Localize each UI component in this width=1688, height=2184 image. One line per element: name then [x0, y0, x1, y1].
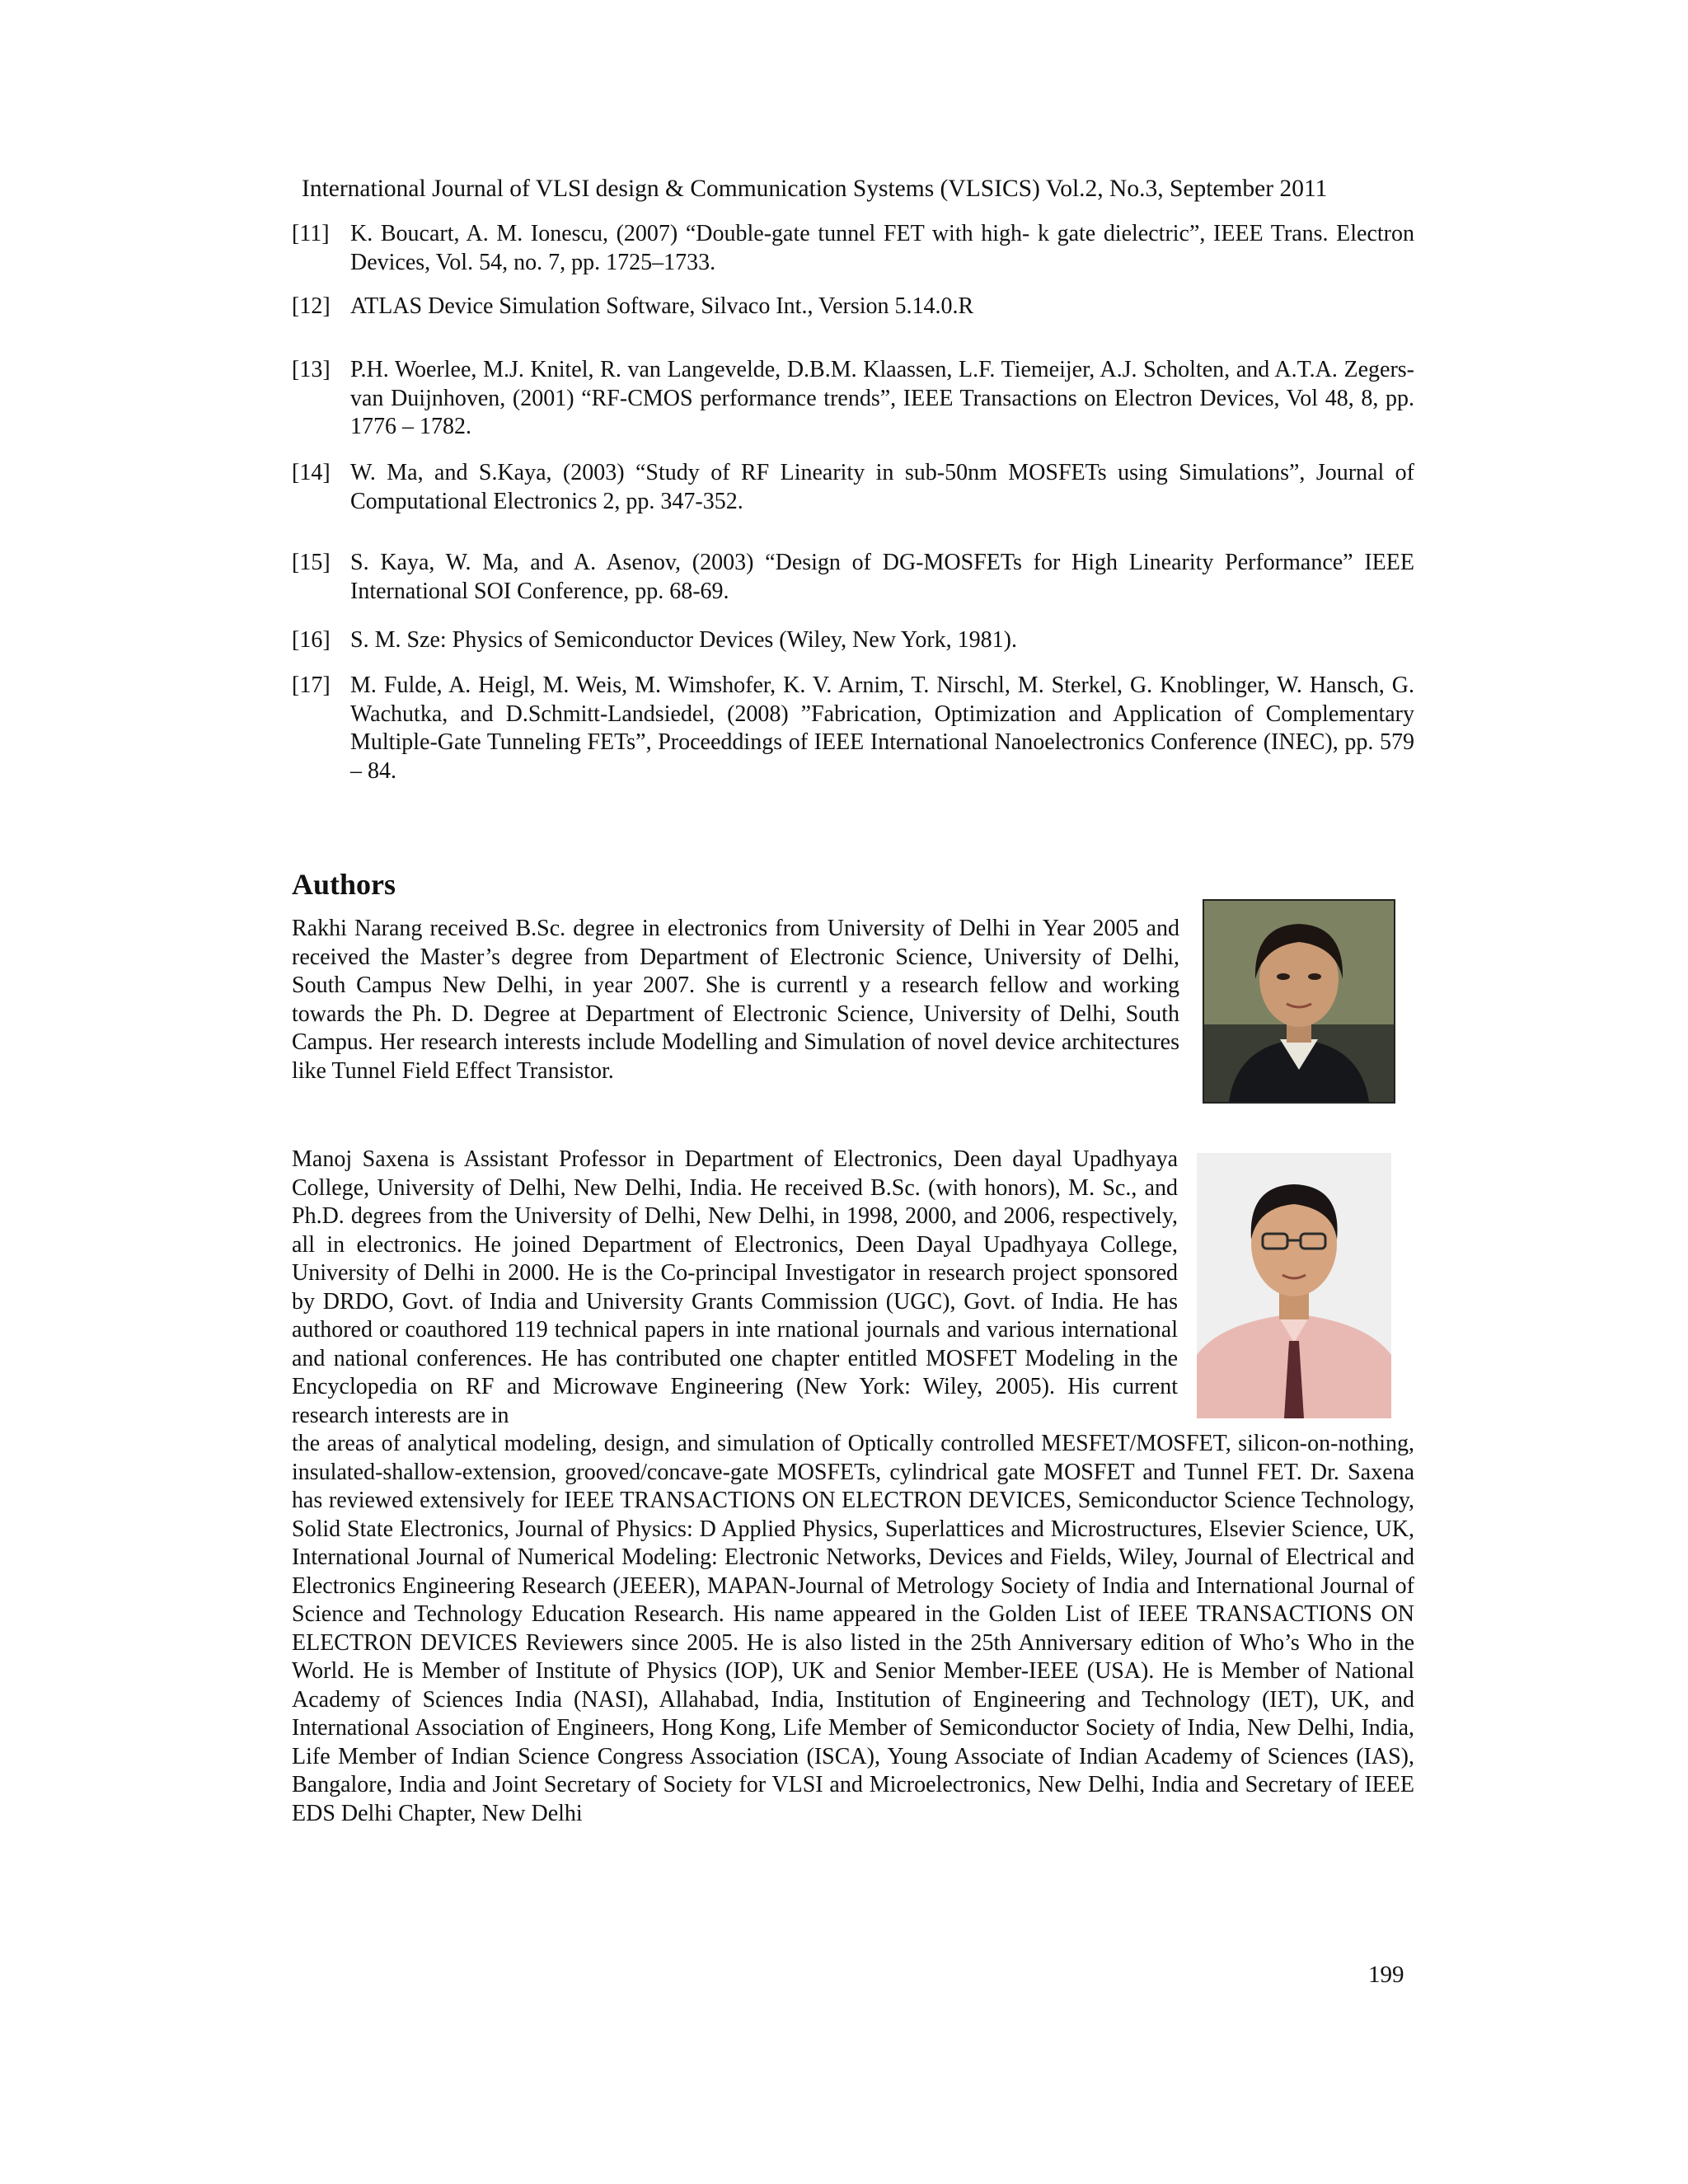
reference-text: S. M. Sze: Physics of Semiconductor Devices (Wiley, New York, 1981).: [350, 627, 1017, 653]
reference-item: [292, 626, 1414, 655]
reference-number: [17]: [292, 673, 331, 698]
reference-text: M. Fulde, A. Heigl, M. Weis, M. Wimshofer, K. V. Arnim, T. Nirschl, M. Sterkel, G. Knoblinger, W. Hansch, G. Wachutka, and D.Schmitt-Landsiedel, (2008) ”Fabrication, Optimization and Application of Complementary Multiple-Gate Tunneling FETs”, Proceeddings of IEEE International Nanoelectronics Conference (INEC), pp. 579 – 84.: [350, 673, 1414, 784]
portrait-illustration: [1204, 901, 1394, 1102]
reference-item: [292, 293, 1414, 321]
author-bio-manoj-saxena-continued: the areas of analytical modeling, design, and simulation of Optically controlled MESFET/MOSFET, silicon-on-nothing, insulated-shallow-extension, grooved/concave-gate MOSFETs, cylindrical gate MOSFET and Tunnel FET. Dr. Saxena has reviewed extensively for IEEE TRANSACTIONS ON ELECTRON DEVICES, Semiconductor Science Technology, Solid State Electronics, Journal of Physics: D Applied Physics, Superlattices and Microstructures, Elsevier Science, UK, International Journal of Numerical Modeling: Electronic Networks, Devices and Fields, Wiley, Journal of Electrical and Electronics Engineering Research (JEEER), MAPAN-Journal of Metrology Society of India and International Journal of Science and Technology Education Research. His name appeared in the Golden List of IEEE TRANSACTIONS ON ELECTRON DEVICES Reviewers since 2005. He is also listed in the 25th Anniversary edition of Who’s Who in the World. He is Member of Institute of Physics (IOP), UK and Senior Member-IEEE (USA). He is Member of National Academy of Sciences India (NASI), Allahabad, India, Institution of Engineering and Technology (IET), UK, and International Association of Engineers, Hong Kong, Life Member of Semiconductor Society of India, New Delhi, India, Life Member of Indian Science Congress Association (ISCA), Young Associate of Indian Academy of Sciences (IAS), Bangalore, India and Joint Secretary of Society for VLSI and Microelectronics, New Delhi, India and Secretary of IEEE EDS Delhi Chapter, New Delhi: [292, 1431, 1414, 1826]
author-photo-rakhi-narang: [1203, 899, 1395, 1104]
running-header: International Journal of VLSI design & Communication Systems (VLSICS) Vol.2, No.3, September 2011: [302, 176, 1328, 202]
reference-text: ATLAS Device Simulation Software, Silvaco Int., Version 5.14.0.R: [350, 293, 974, 319]
reference-text: K. Boucart, A. M. Ionescu, (2007) “Double-gate tunnel FET with high- k gate dielectric”, IEEE Trans. Electron Devices, Vol. 54, no. 7, pp. 1725–1733.: [350, 221, 1414, 275]
author-bio-manoj-saxena: Manoj Saxena is Assistant Professor in Department of Electronics, Deen dayal Upadhyaya College, University of Delhi, New Delhi, India. He received B.Sc. (with honors), M. Sc., and Ph.D. degrees from the University of Delhi, New Delhi, in 1998, 2000, and 2006, respectively, all in electronics. He joined Department of Electronics, Deen Dayal Upadhyaya College, University of Delhi in 2000. He is the Co-principal Investigator in research project sponsored by DRDO, Govt. of India and University Grants Commission (UGC), Govt. of India. He has authored or coauthored 119 technical papers in inte rnational journals and various international and national conferences. He has contributed one chapter entitled MOSFET Modeling in the Encyclopedia on RF and Microwave Engineering (New York: Wiley, 2005). His current research interests are in: [292, 1146, 1178, 1428]
reference-item: [292, 549, 1414, 606]
reference-number: [11]: [292, 221, 330, 246]
reference-text: S. Kaya, W. Ma, and A. Asenov, (2003) “Design of DG-MOSFETs for High Linearity Performance” IEEE International SOI Conference, pp. 68-69.: [350, 550, 1414, 604]
reference-text: W. Ma, and S.Kaya, (2003) “Study of RF Linearity in sub-50nm MOSFETs using Simulations”, Journal of Computational Electronics 2, pp. 347-352.: [350, 460, 1414, 514]
reference-text: P.H. Woerlee, M.J. Knitel, R. van Langevelde, D.B.M. Klaassen, L.F. Tiemeijer, A.J. Scholten, and A.T.A. Zegers-van Duijnhoven, (2001) “RF-CMOS performance trends”, IEEE Transactions on Electron Devices, Vol 48, 8, pp. 1776 – 1782.: [350, 357, 1414, 439]
reference-number: [16]: [292, 627, 331, 653]
reference-item: [292, 459, 1414, 516]
portrait-illustration: [1197, 1153, 1391, 1418]
reference-number: [12]: [292, 293, 331, 319]
author-photo-manoj-saxena: [1197, 1153, 1391, 1418]
reference-number: [14]: [292, 460, 331, 485]
reference-item: [292, 356, 1414, 442]
page-number: 199: [1368, 1961, 1404, 1988]
reference-item: [292, 220, 1414, 277]
reference-number: [15]: [292, 550, 331, 575]
author-bio-rakhi-narang: Rakhi Narang received B.Sc. degree in electronics from University of Delhi in Year 2005 and received the Master’s degree from Department of Electronic Science, University of Delhi, South Campus New Delhi, in year 2007. She is currentl y a research fellow and working towards the Ph. D. Degree at Department of Electronic Science, University of Delhi, South Campus. Her research interests include Modelling and Simulation of novel device architectures like Tunnel Field Effect Transistor.: [292, 916, 1179, 1084]
reference-item: [292, 672, 1414, 785]
authors-heading: Authors: [292, 868, 396, 901]
reference-number: [13]: [292, 357, 331, 382]
